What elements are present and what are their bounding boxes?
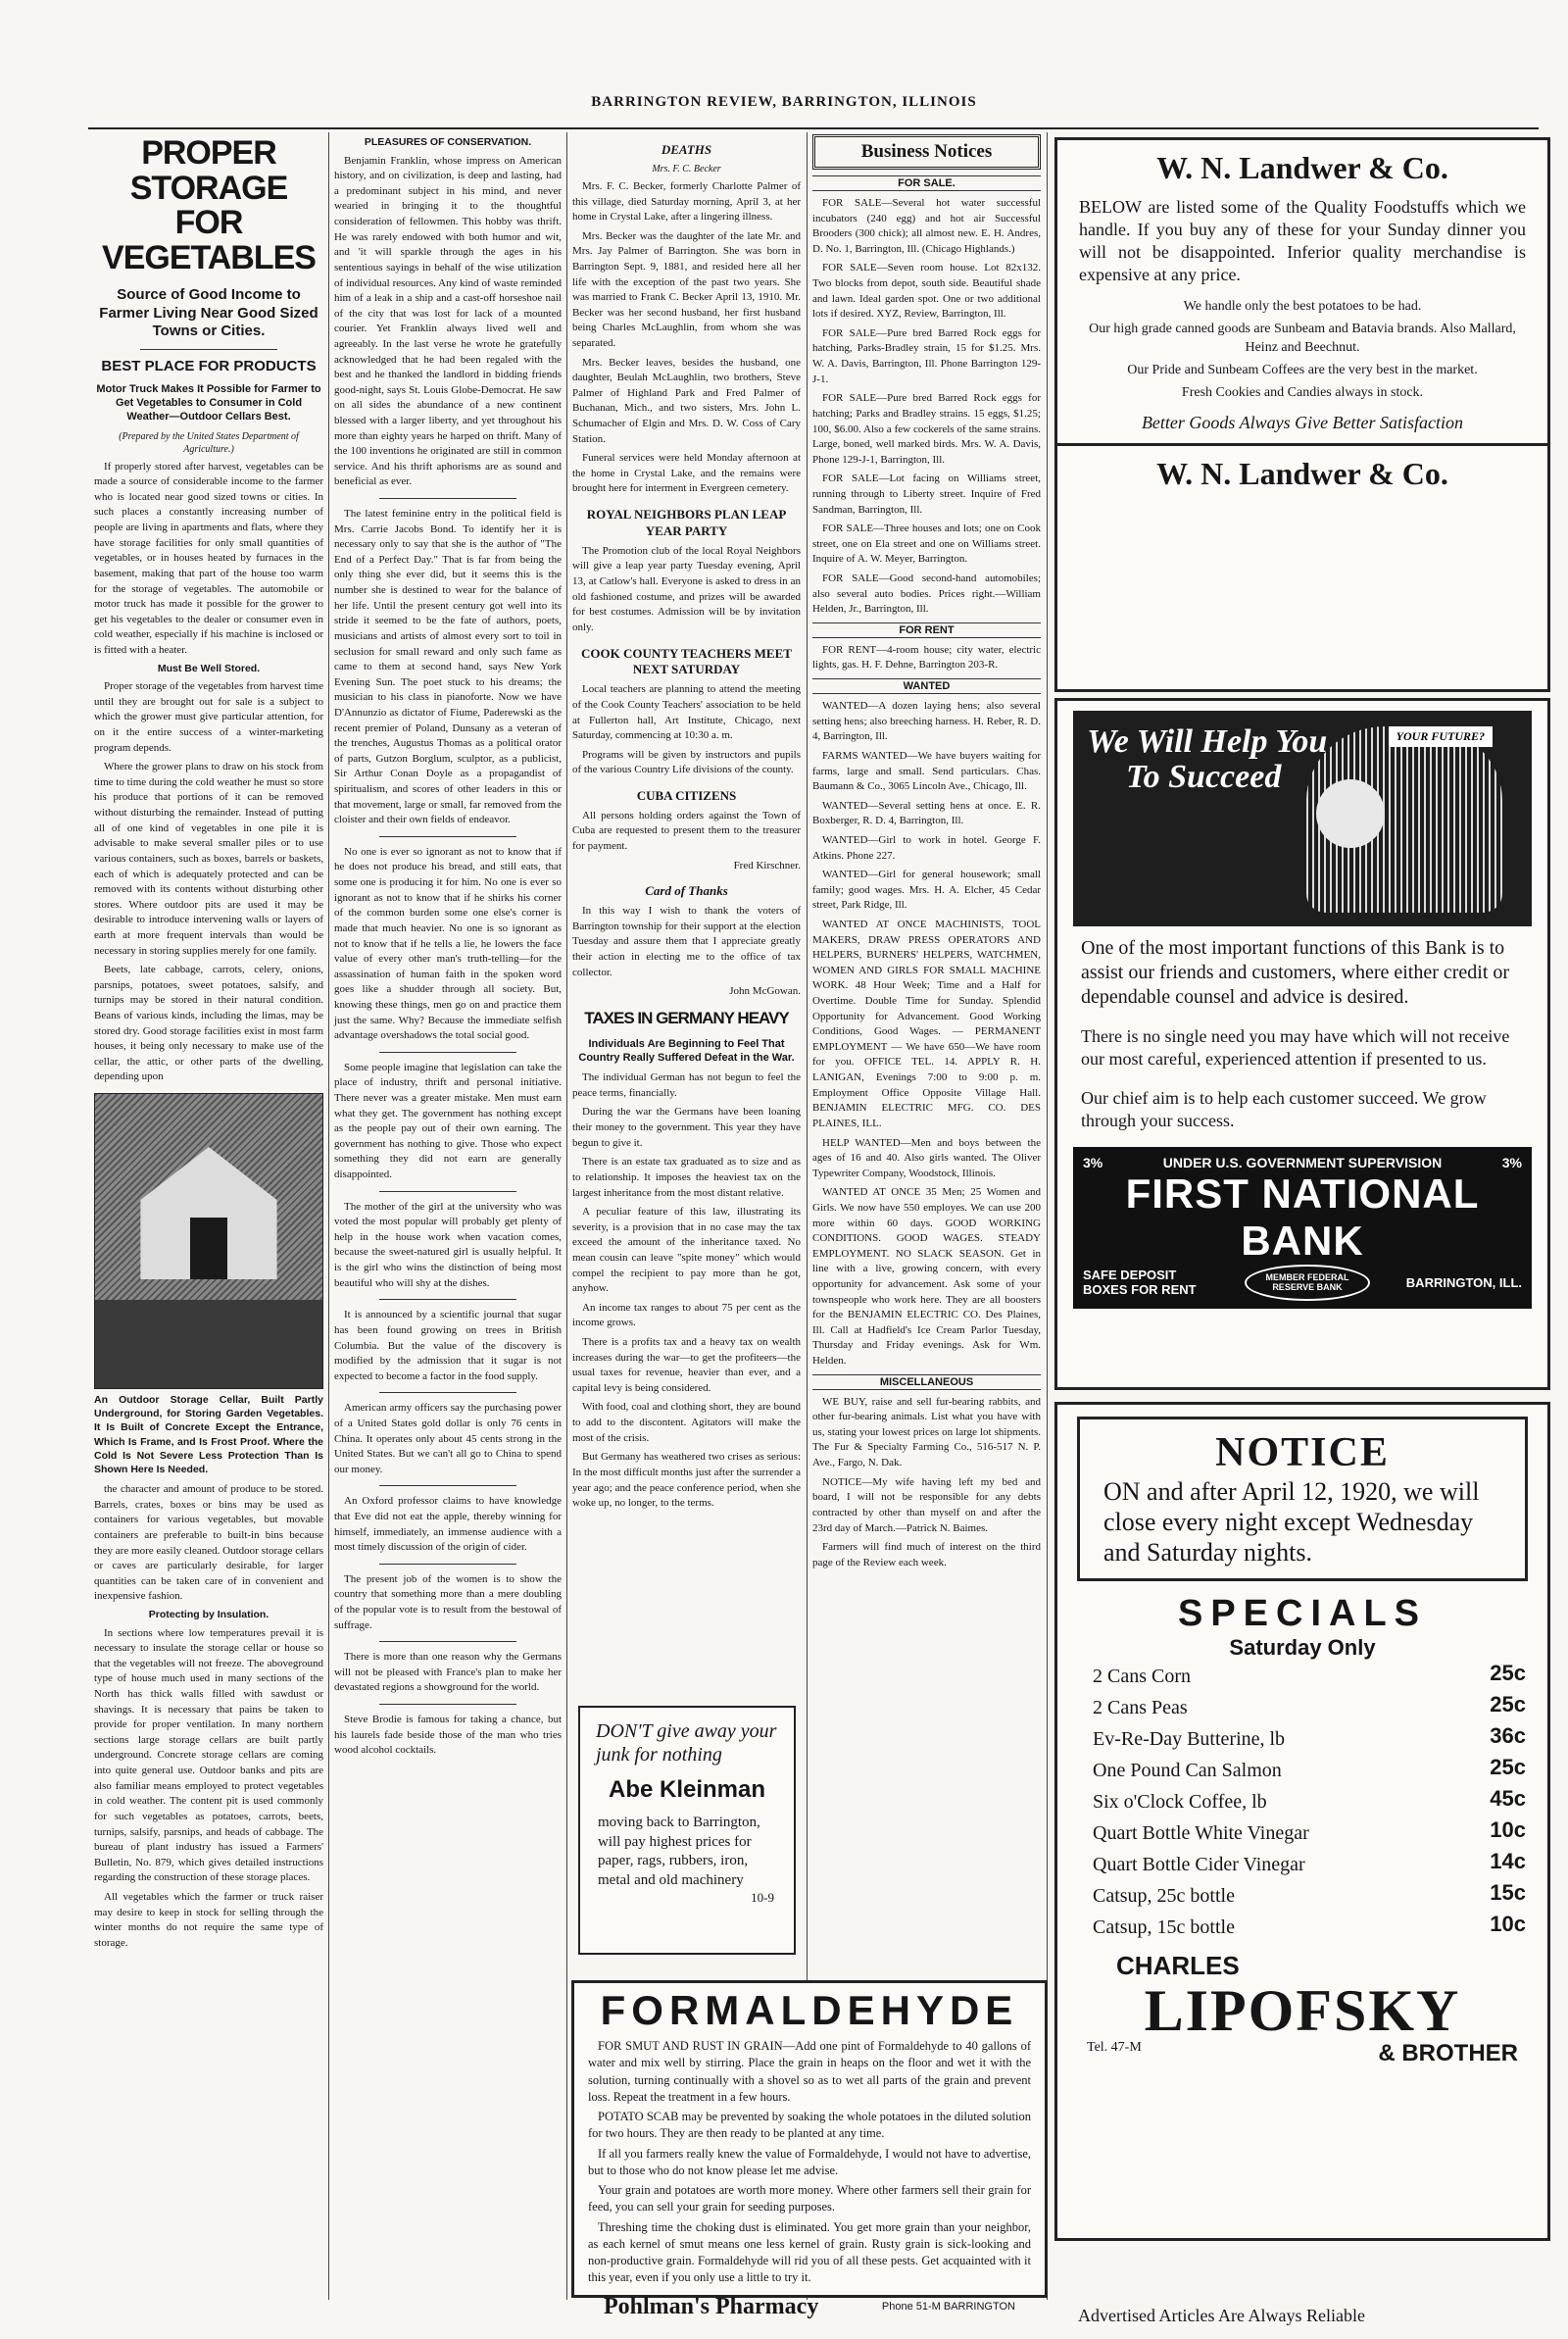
landwer-item: We handle only the best potatoes to be had. xyxy=(1183,299,1422,315)
special-item-name: Catsup, 15c bottle xyxy=(1093,1916,1235,1938)
specials-row xyxy=(1057,1912,1547,1943)
landwer-slogan: Better Goods Always Give Better Satisfaction xyxy=(1141,412,1464,432)
store-brother: & BROTHER xyxy=(1378,2039,1518,2066)
landwer-ad xyxy=(1054,137,1550,692)
masthead-rule xyxy=(88,127,1539,129)
deaths-title: DEATHS xyxy=(661,142,712,157)
notice-item: WANTED AT ONCE MACHINISTS, TOOL MAKERS, DRAW PRESS OPERATORS AND HELPERS, BURNERS' HELPERS, WATCHMEN, WOMEN AND GIRLS FOR SMALL MACHINE WORK. 48 Hour Week; Time and a Half for Overtime. Double Time for Sunday. Splendid Opportunity for Advancement. Good Working Conditions, Good Wages. — PERMANENT EMPLOYMENT — We have 650—We have room for you. OFFICE TEL. 14. APPLY R. H. LANIGAN, Evenings 7:00 to 9:00 p. m. Employment Office Opposite Village Hall. BENJAMIN ELECTRIC MFG. CO. DES PLAINES, ILL. xyxy=(812,918,1041,1129)
store-first-name: CHARLES xyxy=(1116,1950,1240,1980)
business-notices xyxy=(812,132,1041,1947)
slogan-line: We Will Help You xyxy=(1087,723,1328,760)
column-rule xyxy=(807,132,808,2300)
paragraph: the character and amount of produce to be stored. Barrels, crates, boxes or bins may be used as containers for various vegetables, but movable containers are preferable to built-in bins because they are more easily cleaned. Outdoor storage cellars or caves are particularly desirable, for larger quantities can be taken care of in convenient and inexpensive fashion. xyxy=(94,1483,323,1603)
notice-item: WANTED—Several setting hens at once. E. R. Boxberger, R. D. 4, Barrington, Ill. xyxy=(812,799,1041,827)
bank-banner-top xyxy=(1083,1155,1522,1170)
formaldehyde-body xyxy=(574,2038,1045,2287)
bank-illustration xyxy=(1073,711,1532,926)
paragraph: American army officers say the purchasing power of a United States gold dollar is only 76 cents in China. It operates only about 45 cents strong in the United States. But we can't all go to China to spend our money. xyxy=(334,1402,562,1475)
paragraph: If all you farmers really knew the value of Formaldehyde, I would not have to advertise, but to those who do not know please let me advise. xyxy=(588,2146,1031,2177)
paragraph: Mrs. F. C. Becker, formerly Charlotte Palmer of this village, died Saturday morning, April 3, at her home in Crystal Lake, after a lingering illness. xyxy=(572,179,801,224)
landwer-item: Fresh Cookies and Candies always in stock. xyxy=(1181,384,1424,400)
bank-para: There is no single need you may have which will not receive our most careful, experienced attention if presented to us. xyxy=(1081,1026,1510,1070)
notice-item: FARMS WANTED—We have buyers waiting for farms, large and small. Send particulars. Chas. Baumann & Co., 3065 Lincoln Ave., Chicago, Ill. xyxy=(812,749,1041,793)
specials-list xyxy=(1057,1661,1547,1943)
paragraph: All persons holding orders against the Town of Cuba are requested to present them to the treasurer for payment. xyxy=(572,809,801,853)
special-item-price: 10c xyxy=(1490,1911,1526,1936)
landwer-name-footer: W. N. Landwer & Co. xyxy=(1156,455,1448,491)
special-item-price: 45c xyxy=(1490,1785,1526,1811)
paragraph: Threshing time the choking dust is eliminated. You get more grain than your neighbor, as each kernel of smut means one less kernel of grain. Rusty grain is sick-looking and non-productive grain. Formaldehyde will rid you of all these pests. Get acquainted with it this year, even if you only use a little to try it. xyxy=(588,2219,1031,2285)
paragraph: It is announced by a scientific journal that sugar has been found growing on trees in British Columbia. But the value of the discovery is modified by the admission that it sugar is not expected to become a factor in the food supply. xyxy=(334,1309,562,1382)
bank-ad xyxy=(1054,698,1550,1390)
section-header: FOR SALE. xyxy=(812,175,1041,191)
paragraph: The present job of the women is to show the country that something more than a mere doubling of the popular vote is to result from the bestowal of suffrage. xyxy=(334,1572,562,1631)
notice-item: WE BUY, raise and sell fur-bearing rabbits, and other fur-bearing animals. List what you have with us, stating your lowest prices on large lot shipments. The Fur & Specialty Farming Co., 516-517 N. P. Ave., Fargo, N. Dak. xyxy=(812,1395,1041,1469)
divider xyxy=(379,1564,515,1565)
special-item-name: 2 Cans Peas xyxy=(1093,1696,1188,1718)
paragraph: Your grain and potatoes are worth more money. Where other farmers sell their grain for feed, you can sell your grain for seeding purposes. xyxy=(588,2183,1031,2215)
specials-row xyxy=(1057,1880,1547,1912)
safe-deposit-text: SAFE DEPOSIT BOXES FOR RENT xyxy=(1083,1268,1197,1298)
specials-row xyxy=(1057,1692,1547,1723)
specials-subtitle: Saturday Only xyxy=(1229,1634,1376,1660)
taxes-title: TAXES IN GERMANY HEAVY xyxy=(584,1008,789,1027)
article-title: PLEASURES OF CONSERVATION. xyxy=(364,136,532,148)
paragraph: Benjamin Franklin, whose impress on American history, and on civilization, is deep and lasting, had a predominant subject in his mind, and never wearied in bringing it to the thoughtful consideration of fellowmen. This hobby was thrift. He was rarely endowed with both humor and wit, and 'it will sparkle through the ages in his sententious sayings in behalf of the wise utilization of individual resources. Any kind of waste reminded him of a leak in a ship and a cast-off horseshoe nail of the city that was lost for lack of a mounted courier. Yet Franklin always lived well and agreeably. In the last verse he wrote he gratefully acknowledged that he had been regaled with the best and he thanked the landlord in bidding friends good-night, says St. Louis Globe-Democrat. He saw on all sides the abundance of a new continent blessed with a larger liberty, and yet throughout his more than eighty years he harped on thrift. Many of the 100 inventions he originated are still in common service. And his thrift aphorisms are as sound and beneficial as ever. xyxy=(334,154,562,488)
federal-reserve-seal: MEMBER FEDERAL RESERVE BANK xyxy=(1245,1265,1370,1302)
junk-body: moving back to Barrington, will pay highest prices for paper, rags, rubbers, iron, metal and old machinery xyxy=(598,1815,760,1888)
paragraph: Local teachers are planning to attend the meeting of the Cook County Teachers' association to be held at Fullerton hall, Art Institute, Chicago, next Saturday, commencing at 10:30 a. m. xyxy=(572,683,801,742)
bank-name: FIRST NATIONAL BANK xyxy=(1125,1170,1480,1264)
divider xyxy=(379,498,515,499)
special-item-name: 2 Cans Corn xyxy=(1093,1665,1191,1687)
paragraph: There is more than one reason why the Germans will not be pleased with France's plan to make her devastated regions a showground for the world. xyxy=(334,1651,562,1694)
paragraph: Mrs. Becker leaves, besides the husband, one daughter, Beulah McLaughlin, two brothers, Steve Palmer of Highland Park and Fred Palmer of Buchanan, Mich., and two sisters, Mrs. John L. Schumacher of Elgin and Mrs. D. W. Coss of Cary Station. xyxy=(572,356,801,445)
notice-item: FOR SALE—Seven room house. Lot 82x132. Two blocks from depot, south side. Beautiful shade and lawn. Ideal garden spot. One or two additional lots if desired. XYZ, Review, Barrington, Ill. xyxy=(812,262,1041,321)
paragraph: Some people imagine that legislation can take the place of industry, thrift and personal initiative. There never was a greater mistake. Men must earn what they get. The government has nothing except as the people pay out of their own earning. The government has nothing to give. Those who expect something they did not earn are generally disappointed. xyxy=(334,1061,562,1181)
notice-item: FOR SALE—Pure bred Barred Rock eggs for hatching, Parks-Bradley strain, 15 for $1.25. Mrs. W. A. Davis, Barrington, Ill. Phone Barrington 129-J-1. xyxy=(812,326,1041,385)
storage-cellar-photo xyxy=(94,1093,323,1389)
notice-item: WANTED—Girl to work in hotel. George F. Atkins. Phone 227. xyxy=(812,833,1041,862)
cuba-title: CUBA CITIZENS xyxy=(636,787,737,803)
future-tag: YOUR FUTURE? xyxy=(1389,726,1493,747)
notice-item: WANTED—A dozen laying hens; also several setting hens; also breeching harness. H. Reber, R. D. 4, Barrington, Ill. xyxy=(812,700,1041,743)
bank-banner-bottom xyxy=(1083,1265,1522,1302)
divider xyxy=(379,1191,515,1192)
bank-para: One of the most important functions of this Bank is to assist our friends and customers, where either credit or dependable counsel and advice is desired. xyxy=(1081,937,1510,1008)
notice-item: FOR SALE—Good second-hand automobiles; also several auto bodies. Prices right.—William Helden, Jr., Barrington, Ill. xyxy=(812,572,1041,616)
paragraph: There is a profits tax and a heavy tax on wealth increases during the war—to get the profiteers—the usual taxes for revenue, heavier than ever, and a capital levy is being considered. xyxy=(572,1336,801,1394)
article-subtitle: Source of Good Income to Farmer Living Near Good Sized Towns or Cities. xyxy=(99,285,318,340)
deaths-name: Mrs. F. C. Becker xyxy=(652,163,721,174)
store-name: LIPOFSKY xyxy=(1144,1977,1461,2043)
paragraph: A peculiar feature of this law, illustrating its severity, is a provision that in no case may the tax exceed the amount of the inheritance taxed. No mean cousin can leave "spite money" which would compel the recipient to pay more than he got, anyhow. xyxy=(572,1206,801,1295)
notice-item: FOR SALE—Three houses and lots; one on Cook street, one on Ela street and one on Williams street. Inquire of A. W. Meyer, Barrington. xyxy=(812,523,1041,566)
section-header: FOR RENT xyxy=(812,622,1041,638)
store-phone: Tel. 47-M xyxy=(1087,2039,1142,2055)
business-notices-title: Business Notices xyxy=(812,134,1041,170)
junk-name: Abe Kleinman xyxy=(608,1776,766,1803)
special-item-price: 14c xyxy=(1490,1848,1526,1873)
special-item-price: 25c xyxy=(1490,1754,1526,1779)
teachers-title: COOK COUNTY TEACHERS MEET NEXT SATURDAY xyxy=(581,645,792,677)
paragraph: Where the grower plans to draw on his stock from time to time during the cold weather he must so store his produce that portions of it can be removed without disturbing the remainder. Instead of putting all of one kind of vegetables in one pile it is advisable to make several smaller piles or to use various containers, such as boxes, barrels or baskets, each of which is adequately protected and can be removed with its contents without disturbing other stores. Where outdoor pits are used it may be desirable to introduce intervening walls or layers of earth at more frequent intervals than would be necessary in storing supplies merely for one family. xyxy=(94,761,324,957)
paragraph: An Oxford professor claims to have knowledge that Eve did not eat the apple, thereby winning for himself, immediately, an immense audience with a most timely discussion of the origin of cider. xyxy=(334,1495,562,1554)
bank-city: BARRINGTON, ILL. xyxy=(1405,1274,1522,1290)
article-title: PROPER STORAGE FOR VEGETABLES xyxy=(102,134,316,277)
specials-title: SPECIALS xyxy=(1177,1592,1428,1634)
special-item-price: 36c xyxy=(1490,1722,1526,1748)
bank-illustration-slogan xyxy=(1087,724,1327,794)
column-rule xyxy=(1047,132,1048,2300)
article-subhead: BEST PLACE FOR PRODUCTS xyxy=(101,358,317,374)
article-credit: (Prepared by the United States Department of Agriculture.) xyxy=(119,430,299,455)
paragraph: There is an estate tax graduated as to size and as to relationship. It imposes the heaviest tax on the largest inheritance from the most distant relative. xyxy=(572,1156,801,1199)
special-item-name: Ev-Re-Day Butterine, lb xyxy=(1093,1727,1286,1750)
landwer-item: Our Pride and Sunbeam Coffees are the very best in the market. xyxy=(1127,362,1478,377)
formaldehyde-title: FORMALDEHYDE xyxy=(600,1987,1019,2033)
paragraph: The Promotion club of the local Royal Neighbors will give a leap year party Tuesday evening, April 13, at Catlow's hall. Everyone is asked to dress in an old fashioned costume, and prizes will be awarded for best costumes. Admission will be by invitation only. xyxy=(572,544,801,633)
paragraph: During the war the Germans have been loaning their money to the government. This year they have begun to give it. xyxy=(572,1106,801,1149)
specials-row xyxy=(1057,1755,1547,1786)
notice-title: NOTICE xyxy=(1215,1430,1390,1475)
notice-item: FOR SALE—Lot facing on Williams street, running through to Liberty street. Inquire of Fred Sandman, Barrington, Ill. xyxy=(812,473,1041,516)
paragraph: The mother of the girl at the university who was voted the most popular will probably get plenty of help in the house work when vacation comes, because the sweet-natured girl is usually helpful. It is the girl who wins the distinction of being most beautiful who will shy at the dishes. xyxy=(334,1200,562,1289)
article-storage xyxy=(94,132,323,2300)
paragraph: The latest feminine entry in the political field is Mrs. Carrie Jacobs Bond. To identify her it is necessary only to say that she is the author of "The End of a Perfect Day." That is far from being the only thing she ever did, but it seems this is the number she is destined to wear for the balance of her life. Until the present century got well into its stride it seemed to be the fate of authors, poets, musicians and artists of almost every sort to toil in seclusion for small reward and only such fame as came to them at second hand, says New York Evening Sun. The poet stuck to his dreams; the musician to his class in pianoforte. Now we have D'Annunzio as dictator of Fiume, Paderewski as the recent premier of Poland, Dunsany as a veteran of the trenches, Augustus Thomas as a political orator of parts, Gutzon Borglum, sculptor, as a publicist, Sir Arthur Conan Doyle as a propagandist of spiritualism, and scores of other leaders in this or that movement, large or small, far removed from the cloister and their own fields of endeavor. xyxy=(334,508,562,826)
taxes-deck: Individuals Are Beginning to Feel That Country Really Suffered Defeat in the War. xyxy=(578,1037,795,1064)
notice-item: HELP WANTED—Men and boys between the ages of 16 and 40. Also girls wanted. The Oliver Typewriter Company, Woodstock, Illinois. xyxy=(812,1136,1041,1179)
special-item-price: 25c xyxy=(1490,1660,1526,1685)
royal-title: ROYAL NEIGHBORS PLAN LEAP YEAR PARTY xyxy=(586,507,787,538)
paragraph: Steve Brodie is famous for taking a chance, but his laurels fade beside those of the man who tries wood alcohol cocktails. xyxy=(334,1714,562,1757)
lipofsky-ad xyxy=(1054,1402,1550,2241)
divider xyxy=(379,1641,515,1642)
specials-row xyxy=(1057,1849,1547,1880)
divider xyxy=(379,1299,515,1300)
paragraph: POTATO SCAB may be prevented by soaking the whole potatoes in the diluted solution for two hours. They are then ready to be planted at any time. xyxy=(588,2110,1031,2141)
notice-box xyxy=(1077,1417,1528,1581)
divider xyxy=(379,1485,515,1486)
paragraph: The individual German has not begun to feel the peace terms, financially. xyxy=(572,1071,801,1099)
formaldehyde-ad xyxy=(571,1980,1048,2319)
section-header: MISCELLANEOUS xyxy=(812,1374,1041,1390)
pharmacy-name: Pohlman's Pharmacy xyxy=(604,2293,819,2319)
cellar-ground xyxy=(95,1300,322,1388)
divider xyxy=(379,1052,515,1053)
special-item-price: 25c xyxy=(1490,1691,1526,1717)
slogan-line: To Succeed xyxy=(1126,758,1282,795)
masthead: BARRINGTON REVIEW, BARRINGTON, ILLINOIS xyxy=(591,94,977,110)
pharmacy-phone: Phone 51-M BARRINGTON xyxy=(881,2301,1015,2313)
special-item-name: Quart Bottle Cider Vinegar xyxy=(1093,1853,1305,1875)
supervision-text: UNDER U.S. GOVERNMENT SUPERVISION xyxy=(1162,1154,1443,1170)
notice-item: FOR SALE—Pure bred Barred Rock eggs for hatching; Parks and Bradley strains. 15 eggs, $1.25; 100, $6.00. Also a few cockerels of the same strains. Large, boned, well marked birds. Mrs. W. A. Davis, Phone 129-J-1, Barrington, Ill. xyxy=(812,392,1041,466)
paragraph: If properly stored after harvest, vegetables can be made a source of considerable income to the farmer who is located near good sized towns or cities. In such places a constantly increasing number of people are living in apartments and flats, where they have storage facilities for only small quantities of vegetables, or in houses heated by furnaces in the basement, making that part of the house too warm for the storage of vegetables. The automobile or motor truck has made it possible for the grower to get his vegetables to the dealer or consumer even in cold weather, especially if his machine is inclosed or is fitted with a heater. xyxy=(94,460,323,656)
special-item-name: Quart Bottle White Vinegar xyxy=(1093,1821,1309,1844)
notice-text: ON and after April 12, 1920, we will close every night except Wednesday and Saturday nights. xyxy=(1103,1477,1480,1568)
paragraph: Funeral services were held Monday afternoon at the home in Crystal Lake, and the remains were brought here for interment in Evergreen cemetery. xyxy=(572,452,801,495)
landwer-intro: BELOW are listed some of the Quality Foodstuffs which we handle. If you buy any of these for your Sunday dinner you will not be disappointed. Inferior quality merchandise is expensive at any price. xyxy=(1079,197,1526,285)
special-item-name: Six o'Clock Coffee, lb xyxy=(1093,1790,1267,1813)
column-rule xyxy=(328,132,329,2300)
special-item-price: 10c xyxy=(1490,1816,1526,1842)
store-footer xyxy=(1057,2040,1547,2067)
notice-item: FOR RENT—4-room house; city water, electric lights, gas. H. F. Dehne, Barrington 203-R. xyxy=(812,643,1041,672)
rate-right: 3% xyxy=(1501,1154,1522,1170)
rate-left: 3% xyxy=(1083,1154,1103,1170)
special-item-name: Catsup, 25c bottle xyxy=(1093,1884,1235,1907)
paragraph: Mrs. Becker was the daughter of the late Mr. and Mrs. Jay Palmer of Barrington. She was born in Barrington Sept. 9, 1881, and resided here all her life with the exception of the past two years. She was married to Frank C. Becker April 13, 1910. Mr. Becker was her second husband, her first husband being Charles McLaughlin, from whom she was separated. xyxy=(572,229,801,349)
paragraph: All vegetables which the farmer or truck raiser may desire to keep in stock for selling through the winter months do not require the same type of storage. xyxy=(94,1890,323,1949)
paragraph: No one is ever so ignorant as not to know that if he does not produce his bread, and still eats, that some one is producing it for him. No one is ever so ignorant as not to know that if he shirks his corner of the common burden some one else's corner is made that much heavier. No one is so ignorant as not to know that if he tells a lie, he lowers the face value of every other man's truth-telling—for the assassination of human faith in the spoken word goes like a shudder through all society. But, knowing these things, men go on and practice them just the same. Why? Because the immediate selfish advantage overshadows the total social good. xyxy=(334,845,562,1042)
section-header: WANTED xyxy=(812,678,1041,694)
paragraph: FOR SMUT AND RUST IN GRAIN—Add one pint of Formaldehyde to 40 gallons of water and mix well by stirring. Place the grain in heaps on the floor and wet it with the solution, turning continually with a shovel so as to wet all parts of the grain and prevent loss. Repeat the treatment in a few hours. xyxy=(588,2039,1031,2104)
article-deck: Motor Truck Makes It Possible for Farmer to Get Vegetables to Consumer in Cold Weather—Outdoor Cellars Best. xyxy=(96,382,321,423)
junk-ad xyxy=(578,1706,796,1955)
specials-row xyxy=(1057,1817,1547,1849)
formaldehyde-footer xyxy=(574,2290,1045,2324)
paragraph: Proper storage of the vegetables from harvest time until they are brought out for sale is a subject to which the grower must give particular attention, for on it the entire success of a winter-marketing program depends. xyxy=(94,680,323,754)
notice-item: Farmers will find much of interest on the third page of the Review each week. xyxy=(812,1541,1041,1568)
divider xyxy=(379,1704,515,1705)
specials-row xyxy=(1057,1786,1547,1817)
junk-headline: DON'T give away your junk for nothing xyxy=(596,1720,777,1766)
junk-code: 10-9 xyxy=(751,1890,774,1905)
paragraph: In this way I wish to thank the voters of Barrington township for their support at the election Tuesday and assure them that I appreciate greatly their action in electing me to the office of tax collector. xyxy=(572,905,801,978)
local-news-column xyxy=(572,132,801,1947)
notice-item: WANTED—Girl for general housework; small family; good wages. Mrs. H. A. Elcher, 45 Cedar street, Park Ridge, Ill. xyxy=(812,869,1041,912)
signature: Fred Kirschner. xyxy=(733,859,801,871)
section-subhead: Must Be Well Stored. xyxy=(157,662,261,674)
section-subhead: Protecting by Insulation. xyxy=(148,1608,270,1620)
landwer-name: W. N. Landwer & Co. xyxy=(1156,150,1448,185)
special-item-name: One Pound Can Salmon xyxy=(1093,1759,1282,1781)
paragraph: Programs will be given by instructors and pupils of the various Country Life divisions of the county. xyxy=(572,748,801,776)
notice-item: NOTICE—My wife having left my bed and board, I will not be responsible for any debts contracted by other than myself on and after the 23rd day of March.—Patrick N. Baimes. xyxy=(812,1475,1041,1534)
specials-row xyxy=(1057,1723,1547,1755)
footer-tagline: Advertised Articles Are Always Reliable xyxy=(1078,2306,1365,2325)
column-rule xyxy=(566,132,567,2300)
divider xyxy=(379,836,515,837)
paragraph: Beets, late cabbage, carrots, celery, onions, parsnips, potatoes, sweet potatoes, salsify, and turnips may be stored in their natural condition. Beans of various kinds, including the limas, may be stored dry. Good storage facilities exist in most farm houses, it being only necessary to make use of the cellar, the attic, or other parts of the dwelling, depending upon xyxy=(94,964,323,1083)
paragraph: With food, coal and clothing short, they are bound to add to the discontent. Agitators will make the most of the crisis. xyxy=(572,1401,801,1444)
signature: John McGowan. xyxy=(729,985,801,998)
paragraph: In sections where low temperatures prevail it is necessary to insulate the storage cellar or house so that the vegetables will not freeze. The aboveground type of house much used in many sections of the North has thick walls filled with sawdust or shavings. It is necessary that pains be taken to provide for proper ventilation. In many northern sections large storage cellars are built partly underground. Concrete storage cellars are coming into quite general use. Outdoor banks and pits are also familiar means employed to protect vegetables in cold weather. The content pit is used commonly for such vegetables as potatoes, carrots, beets, turnips, salsify, parsnips, and heads of cabbage. The bureau of plant industry has issued a Farmers' Bulletin, No. 879, which gives detailed instructions regarding the construction of these storage places. xyxy=(94,1626,323,1884)
thanks-title: Card of Thanks xyxy=(645,883,728,899)
photo-caption: An Outdoor Storage Cellar, Built Partly Underground, for Storing Garden Vegetables. It Is Built of Concrete Except the Entrance, Which Is Frame, and Is Frost Proof. Where the Cold Is Not Severe Less Protection Than Is Shown Here Is Needed. xyxy=(94,1394,323,1475)
specials-row xyxy=(1057,1661,1547,1692)
crystal-ball-icon xyxy=(1316,779,1385,848)
divider xyxy=(140,349,277,350)
bank-banner xyxy=(1073,1147,1532,1310)
bank-para: Our chief aim is to help each customer succeed. We grow through your success. xyxy=(1081,1087,1487,1131)
divider xyxy=(379,1392,515,1393)
paragraph: An income tax ranges to about 75 per cent as the income grows. xyxy=(572,1301,801,1329)
cellar-door xyxy=(190,1218,226,1279)
notice-item: WANTED AT ONCE 35 Men; 25 Women and Girls. We now have 550 employes. We can use 200 more within 60 days. GOOD WORKING CONDITIONS. GOOD WAGES. STEADY EMPLOYMENT. NO SLACK SEASON. Get in line with a live, growing concern, with every opportunity for advancement. Ask some of your townspeople who work here. They are all boosters for the BENJAMIN ELECTRIC CO. Des Plaines, Ill. Call at Hadfield's Ice Cream Parlor Tuesday, Thursday and Friday evenings. Ask for Wm. Helden. xyxy=(812,1186,1041,1368)
special-item-price: 15c xyxy=(1490,1879,1526,1905)
paragraph: But Germany has weathered two crises as serious: In the most difficult months just after the surrender a year ago; and the peace conference period, when she woke up, no longer, to the terms. xyxy=(572,1451,801,1510)
article-pleasures xyxy=(334,132,562,2300)
landwer-item: Our high grade canned goods are Sunbeam and Batavia brands. Also Mallard, Heinz and Beechnut. xyxy=(1089,322,1516,355)
notice-item: FOR SALE—Several hot water successful incubators (240 egg) and hot air Successful Brooders (300 chick); all almost new. E. H. Andres, D. No. 1, Barrington, Ill. (Chicago Highlands.) xyxy=(812,197,1041,255)
